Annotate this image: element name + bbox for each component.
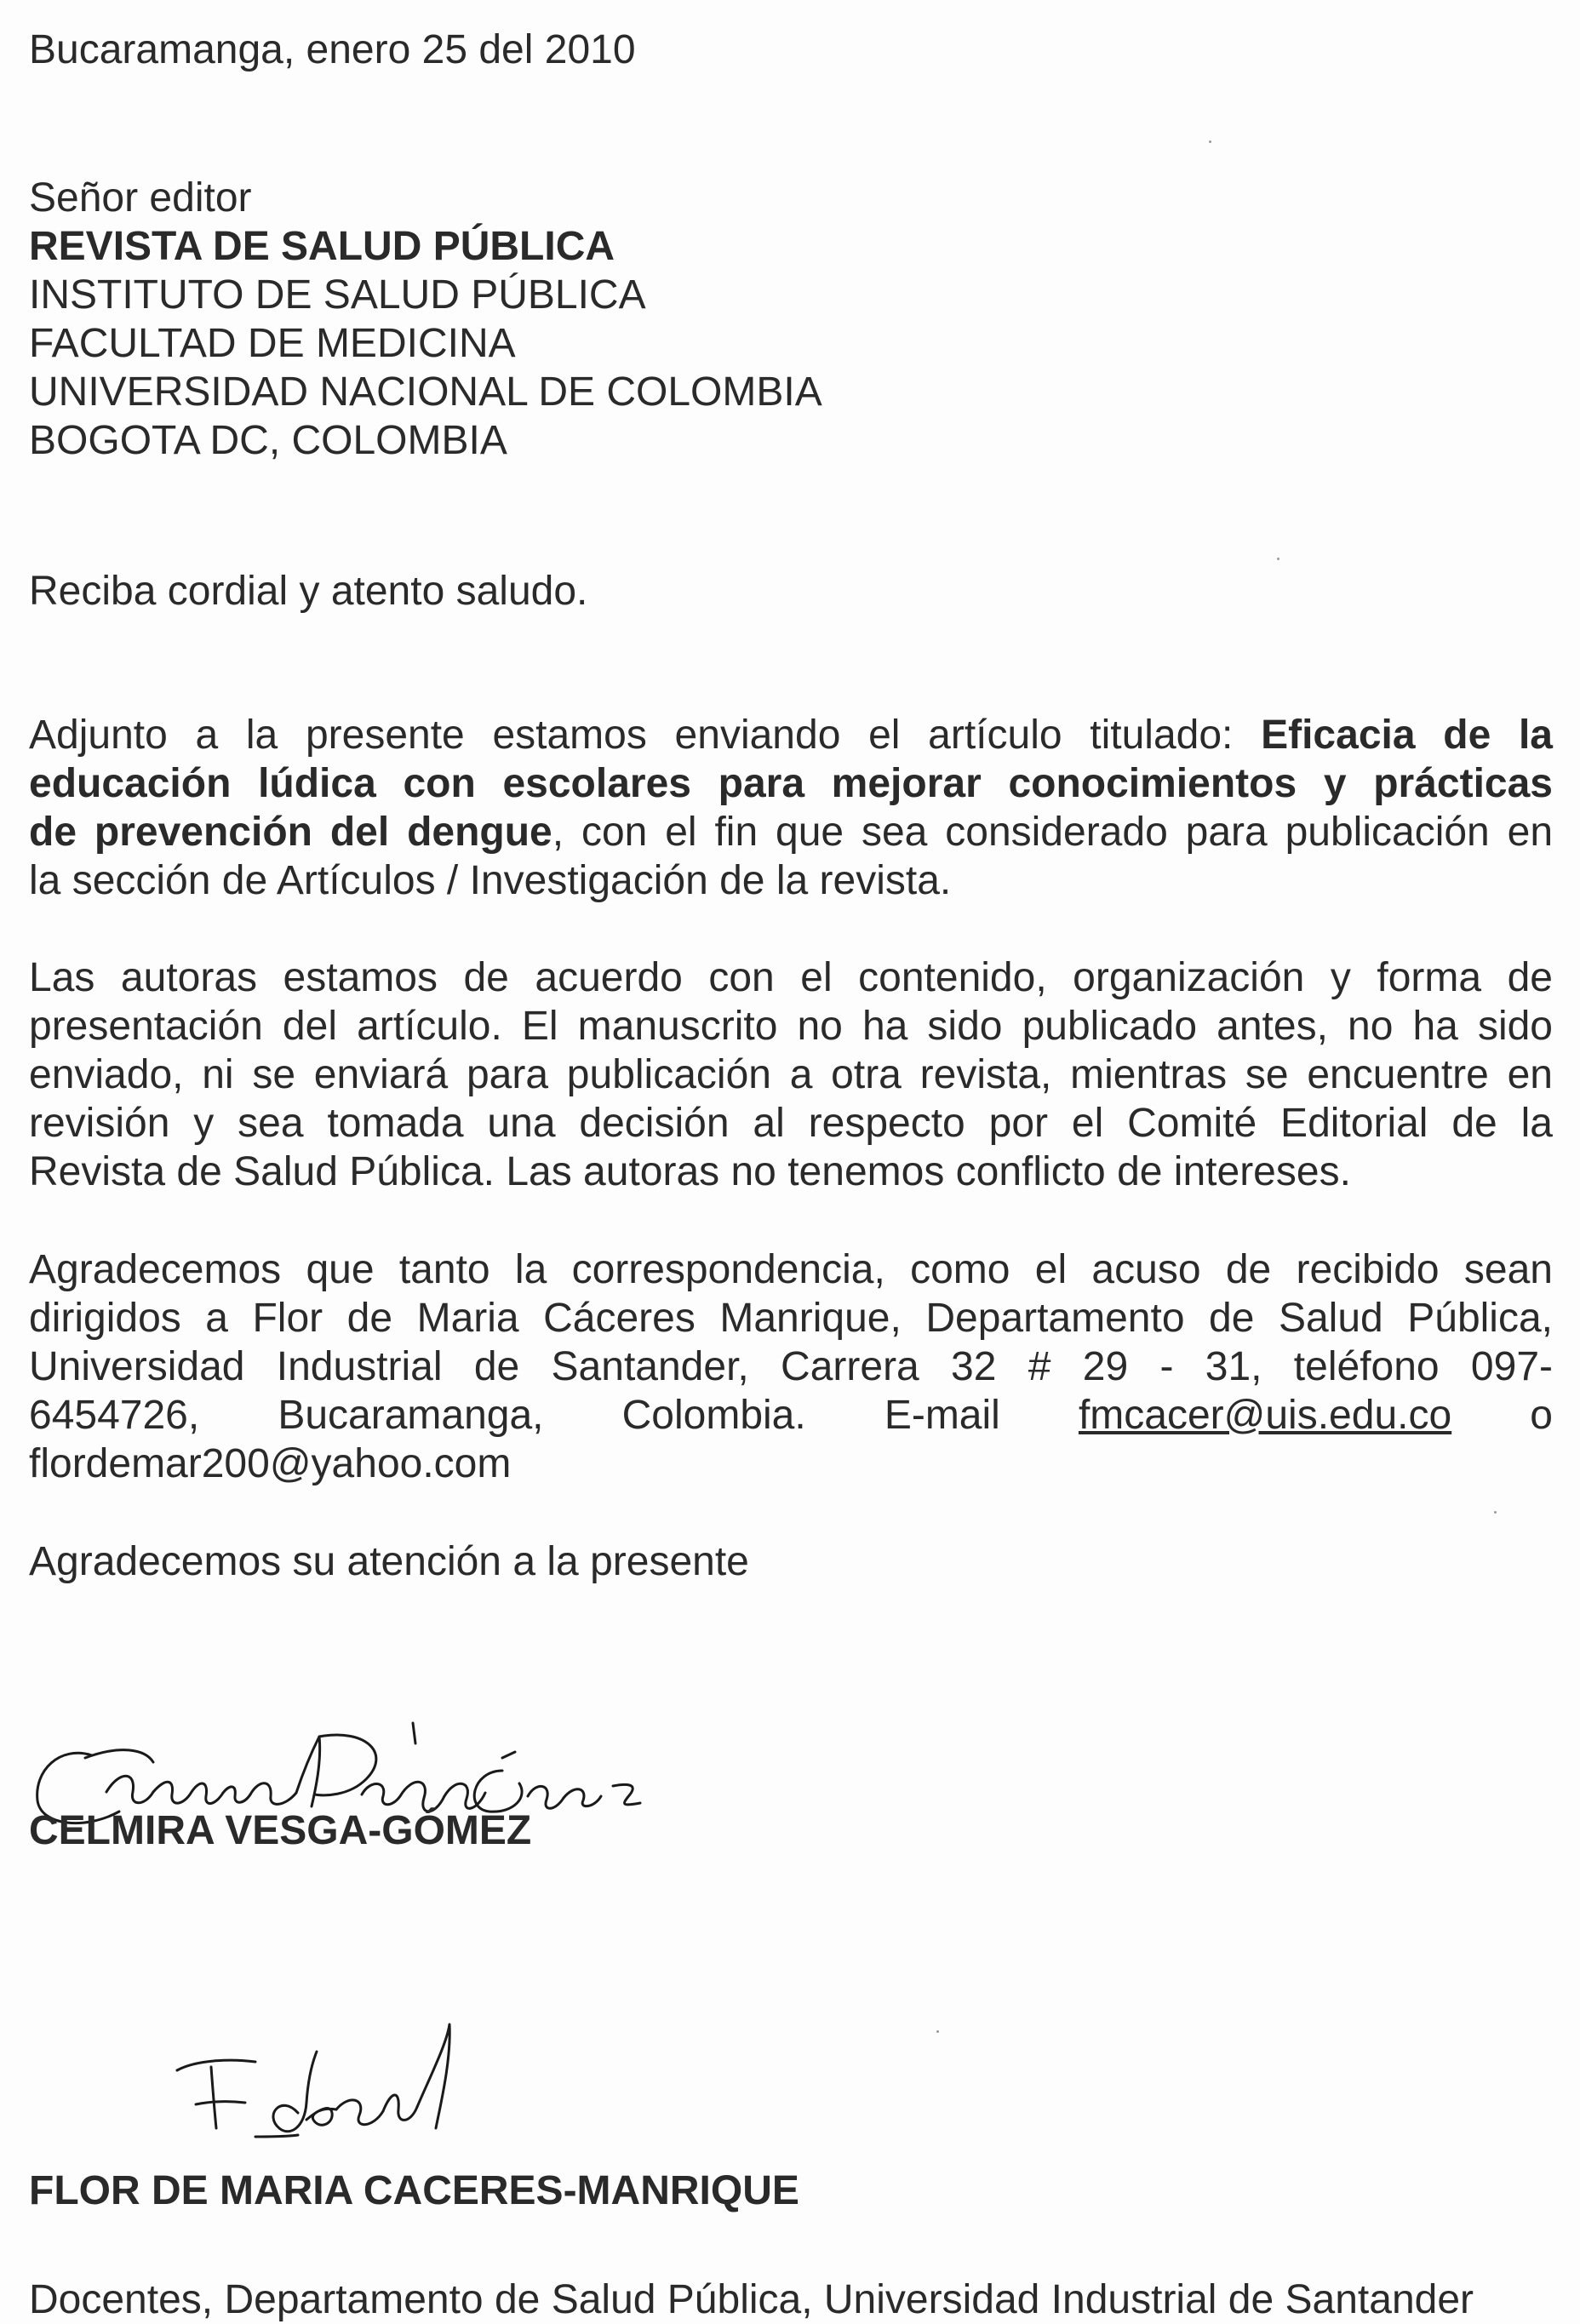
para2-line3: enviado, ni se enviará para publicación a otra revista, mientras se encuentre en — [29, 1052, 1553, 1097]
signature-flor-svg — [170, 2009, 545, 2154]
country-word: Colombia. — [621, 1393, 806, 1438]
scan-speck — [1209, 140, 1211, 143]
article-title-part1: Eficacia de la — [1261, 713, 1553, 758]
recipient-block — [29, 174, 1553, 465]
signature-flor — [170, 2009, 545, 2154]
para1-intro: Adjunto a la presente estamos enviando el artículo titulado: — [29, 713, 1234, 758]
scan-speck — [1277, 558, 1279, 560]
para3-line2: dirigidos a Flor de Maria Cáceres Manrique, Departamento de Salud Pública, — [29, 1296, 1553, 1341]
para3-line4 — [29, 1391, 1553, 1440]
para3-line3: Universidad Industrial de Santander, Carrera 32 # 29 - 31, teléfono 097- — [29, 1344, 1553, 1389]
article-title-part2: educación lúdica con escolares para mejorar conocimientos y prácticas — [29, 761, 1553, 806]
journal-name: REVISTA DE SALUD PÚBLICA — [29, 224, 615, 269]
institute-name: INSTITUTO DE SALUD PÚBLICA — [29, 272, 646, 318]
para1-line3 — [29, 808, 1553, 856]
para2-line4: revisión y sea tomada una decisión al respecto por el Comité Editorial de la — [29, 1101, 1553, 1146]
para2-line2: presentación del artículo. El manuscrito no ha sido publicado antes, no ha sido — [29, 1004, 1553, 1049]
salutation: Señor editor — [29, 175, 252, 220]
email-link-primary[interactable]: fmcacer@uis.edu.co — [1078, 1393, 1452, 1438]
paragraph-article — [29, 711, 1553, 905]
closing-text: Agradecemos su atención a la presente — [29, 1539, 749, 1584]
para2-line5: Revista de Salud Pública. Las autoras no tenemos conflicto de intereses. — [29, 1149, 1351, 1194]
paragraph-contact — [29, 1245, 1553, 1488]
or-word: o — [1530, 1393, 1553, 1438]
date-line — [29, 26, 1553, 74]
email-label: E-mail — [884, 1393, 1000, 1438]
footer — [29, 2275, 1553, 2324]
greeting-text: Reciba cordial y atento saludo. — [29, 569, 588, 614]
para3-line1: Agradecemos que tanto la correspondencia, como el acuso de recibido sean — [29, 1247, 1553, 1292]
article-title-part3: de prevención del dengue — [29, 810, 552, 855]
date-text: Bucaramanga, enero 25 del 2010 — [29, 27, 636, 72]
greeting — [29, 567, 1553, 615]
signer2-name-block — [29, 2167, 1553, 2215]
paragraph-agreement — [29, 953, 1553, 1196]
scan-speck — [1494, 1511, 1497, 1514]
phone-number: 6454726, — [29, 1393, 200, 1438]
footer-text: Docentes, Departamento de Salud Pública, Universidad Industrial de Santander — [29, 2277, 1474, 2322]
signer1-name-block — [29, 1806, 1553, 1855]
para2-line1: Las autoras estamos de acuerdo con el contenido, organización y forma de — [29, 955, 1553, 1000]
closing — [29, 1537, 1553, 1586]
email-secondary: flordemar200@yahoo.com — [29, 1441, 512, 1486]
university-name: UNIVERSIDAD NACIONAL DE COLOMBIA — [29, 369, 822, 415]
para1-line1 — [29, 711, 1553, 759]
scan-speck — [936, 2030, 939, 2033]
signer1-name: CELMIRA VESGA-GÓMEZ — [29, 1808, 532, 1853]
para1-rest1: , con el fin que sea considerado para publicación en — [552, 810, 1554, 855]
city-word: Bucaramanga, — [278, 1393, 544, 1438]
para1-rest2: la sección de Artículos / Investigación de la revista. — [29, 858, 952, 903]
city-line: BOGOTA DC, COLOMBIA — [29, 418, 507, 463]
faculty-name: FACULTAD DE MEDICINA — [29, 321, 516, 366]
signer2-name: FLOR DE MARIA CACERES-MANRIQUE — [29, 2168, 799, 2213]
